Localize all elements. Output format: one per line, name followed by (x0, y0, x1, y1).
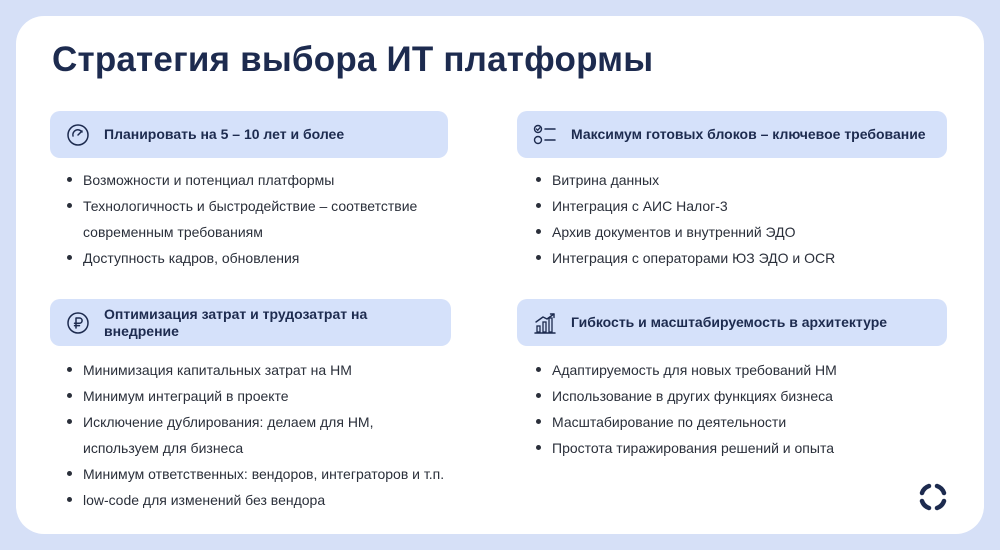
section-title: Максимум готовых блоков – ключевое требование (571, 126, 926, 142)
list-item: Использование в других функциях бизнеса (536, 383, 956, 409)
list-item: Интеграция с АИС Налог-3 (536, 193, 956, 219)
list-item: Технологичность и быстродействие – соответствие (67, 193, 487, 219)
list-item: Архив документов и внутренний ЭДО (536, 219, 956, 245)
list-item: Доступность кадров, обновления (67, 245, 487, 271)
list-item: low-code для изменений без вендора (67, 487, 497, 513)
list-item: Простота тиражирования решений и опыта (536, 435, 956, 461)
list-item: Масштабирование по деятельности (536, 409, 956, 435)
list-item: Адаптируемость для новых требований НМ (536, 357, 956, 383)
section-header-flexibility (517, 299, 947, 346)
section-header-planning (50, 111, 448, 158)
list-item: Интеграция с операторами ЮЗ ЭДО и OCR (536, 245, 956, 271)
page-title: Стратегия выбора ИТ платформы (52, 40, 654, 79)
section-title: Гибкость и масштабируемость в архитектуре (571, 314, 888, 330)
section-list-cost (67, 357, 497, 513)
section-list-planning (67, 167, 487, 271)
section-header-cost (50, 299, 451, 346)
list-item-continuation: используем для бизнеса (83, 440, 244, 456)
section-list-flexibility (536, 357, 956, 461)
list-item: Возможности и потенциал платформы (67, 167, 487, 193)
list-item: Витрина данных (536, 167, 956, 193)
list-item: Минимум интеграций в проекте (67, 383, 497, 409)
list-item-continuation: современным требованиям (83, 224, 263, 240)
list-item: Минимизация капитальных затрат на НМ (67, 357, 497, 383)
list-item: Исключение дублирования: делаем для НМ, (67, 409, 497, 435)
company-logo-icon (917, 481, 949, 513)
growth-chart-icon (533, 311, 557, 335)
gauge-icon (66, 123, 90, 147)
section-header-ready-blocks (517, 111, 947, 158)
list-item: Минимум ответственных: вендоров, интеграторов и т.п. (67, 461, 497, 487)
section-list-ready-blocks (536, 167, 956, 271)
checklist-icon (533, 123, 557, 147)
section-title: Планировать на 5 – 10 лет и более (104, 126, 345, 142)
section-title: Оптимизация затрат и трудозатрат на внедрение (104, 305, 368, 339)
ruble-icon (66, 311, 90, 335)
